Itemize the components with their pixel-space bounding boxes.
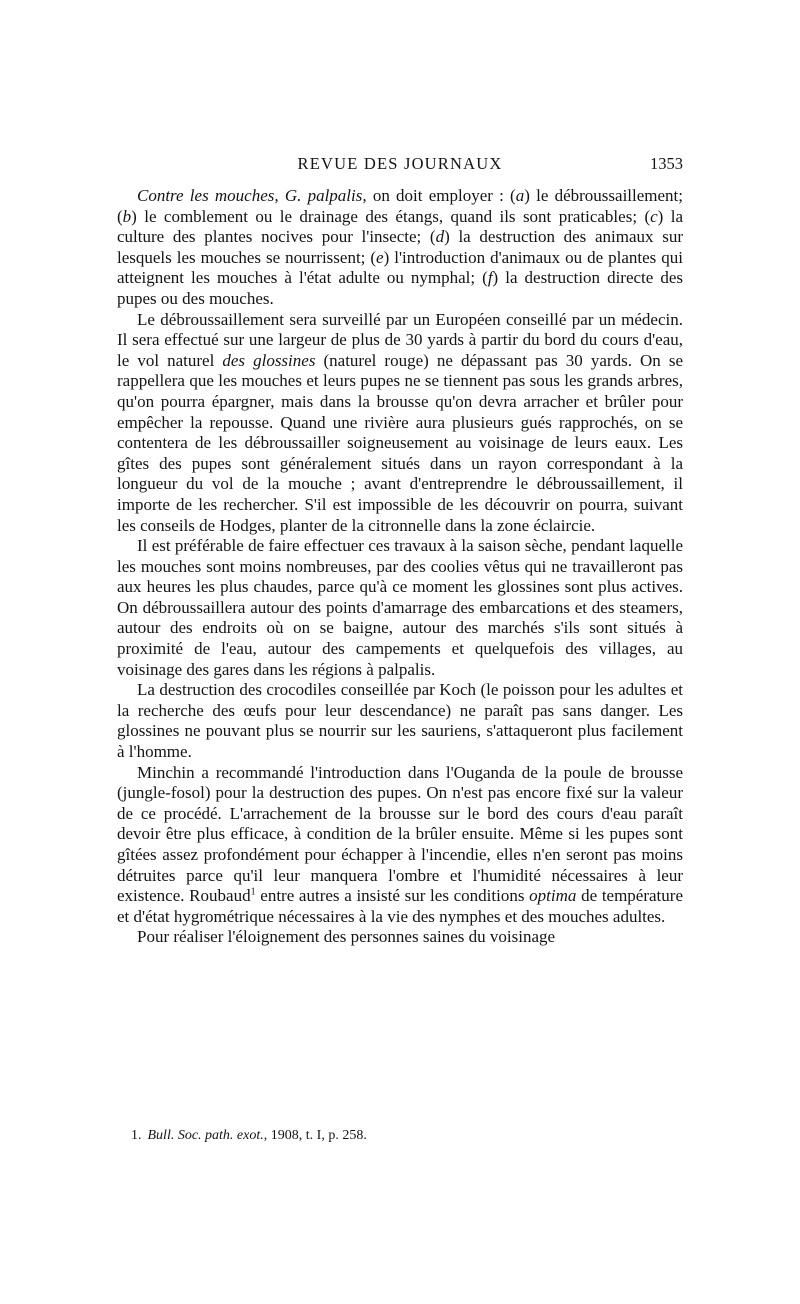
list-marker-d: d (435, 227, 445, 247)
footnote-source: Bull. Soc. path. exot. (147, 1128, 264, 1143)
text-run: ) le débroussaillement; ( (117, 186, 684, 226)
paragraph-fly-measures (117, 186, 683, 310)
footnote-details: , 1908, t. I, p. 258. (263, 1128, 367, 1143)
list-marker-e: e (376, 247, 384, 267)
text-run: entre autres a insisté sur les conditions (255, 886, 530, 906)
text-run: ) la culture des plantes nocives pour l'insecte; ( (117, 206, 683, 247)
emphasis-text: Contre les mouches, G. palpalis, (137, 186, 367, 205)
article-body (117, 186, 683, 948)
list-marker-a: a (515, 186, 525, 205)
paragraph-minchin (117, 763, 683, 928)
emphasis-text: optima (529, 886, 577, 906)
paragraph-crocodiles: La destruction des crocodiles conseillée par Koch (le poisson pour les adultes et la recherche des œufs pour leur descendance) ne paraît pas sans danger. Les glossines ne pouvant plus se nourrir sur les sauriens, s'attaqueront plus facilement à l'homme. (117, 680, 683, 762)
footnote-number: 1. (131, 1128, 142, 1143)
list-marker-b: b (122, 206, 132, 226)
list-marker-f: f (487, 268, 493, 288)
list-marker-c: c (650, 206, 658, 226)
text-run: ) l'introduction d'animaux ou de plantes qui atteignent les mouches à l'état adulte ou nymphal; ( (117, 247, 683, 288)
text-run: Minchin a recommandé l'introduction dans l'Ouganda de la poule de brousse (jungle-fosol) pour la destruction des pupes. On n'est pas encore fixé sur la valeur de ce procédé. L'arrachement de la brousse sur le bord des cours d'eau paraît devoir être plus efficace, à condition de la brûler ensuite. Même si les pupes sont gîtées assez profondément pour échapper à l'incendie, elles n'en seront pas moins détruites parce qu'il leur manquera l'ombre et l'humidité nécessaires à leur existence. Roubaud (117, 762, 683, 906)
paragraph-dry-season: Il est préférable de faire effectuer ces travaux à la saison sèche, pendant laquelle les mouches sont moins nombreuses, par des coolies vêtus qui ne travailleront pas aux heures les plus chaudes, parce qu'à ce moment les glossines sont plus actives. On débroussaillera autour des points d'amarrage des embarcations et des steamers, autour des endroits où on se baigne, autour des marchés s'ils sont situés à proximité de l'eau, autour des campements et quelquefois des villages, au voisinage des gares dans les régions à palpalis. (117, 536, 683, 679)
text-run: on doit employer : ( (366, 186, 516, 205)
emphasis-text: des glossines (222, 350, 316, 370)
text-run: ) le comblement ou le drainage des étangs, quand ils sont praticables; ( (131, 206, 651, 226)
text-run: (naturel rouge) ne dépassant pas 30 yards. On se rappellera que les mouches et leurs pupes ne se tiennent pas sous les grands arbres, qu'on pourra épargner, mais dans la brousse qu'on devra arracher et brûler pour empêcher la repousse. Quand une rivière aura plusieurs gués rapprochés, on se contentera de les débroussailler soigneusement au voisinage de leurs eaux. Les gîtes des pupes sont généralement situés dans un rayon correspondant à la longueur du vol de la mouche ; avant d'entreprendre le débroussaillement, il importe de les rechercher. S'il est impossible de les découvrir on pourra, suivant les conseils de Hodges, planter de la citronnelle dans la zone éclaircie. (117, 350, 683, 535)
paragraph-debroussaillement (117, 310, 683, 537)
text-run: ) la destruction des animaux sur lesquels les mouches se nourrissent; ( (117, 227, 683, 267)
text-run: ) la destruction directe des pupes ou des mouches. (117, 268, 684, 308)
page-number: 1353 (650, 154, 683, 173)
text-run: Le débroussaillement sera surveillé par un Européen conseillé par un médecin. Il sera effectué sur une largeur de plus de 30 yards à partir du bord du cours d'eau, le vol naturel (117, 309, 683, 370)
running-title: REVUE DES JOURNAUX (297, 154, 503, 173)
footnote (117, 1127, 683, 1145)
text-run: de température et d'état hygrométrique nécessaires à la vie des nymphes et des mouches adultes. (117, 886, 683, 926)
footnote-reference: 1 (250, 886, 256, 898)
paragraph-eloignement: Pour réaliser l'éloignement des personnes saines du voisinage (137, 927, 556, 947)
running-header (117, 153, 683, 175)
